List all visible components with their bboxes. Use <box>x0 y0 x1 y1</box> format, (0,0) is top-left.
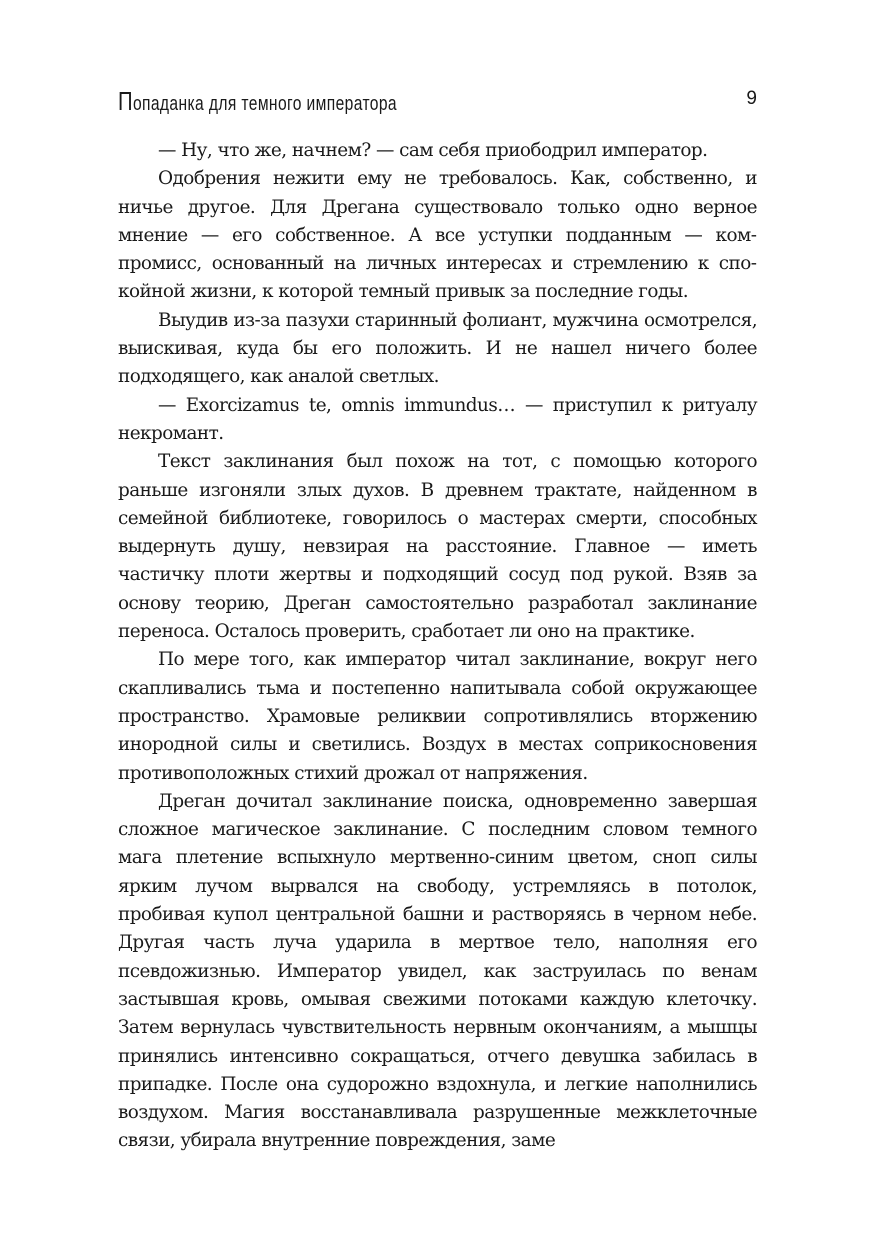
body-text <box>118 137 757 1156</box>
paragraph-6: По мере того, как император читал заклинание, вокруг него скапливались тьма и постепенно напитывала собой окружающее пространство. Храмовые реликвии сопротивлялись вторжению инородной силы и светились. Воздух в местах соприкосновения противоположных стихий дрожал от напряжения. <box>118 649 757 784</box>
paragraph-7: Дреган дочитал заклинание поиска, одновременно завершая сложное магическое заклинание. С последним словом темного мага плетение вспыхнуло мертвенно-синим цветом, сноп силы ярким лучом вырвался на свободу, устремляясь в потолок, пробивая купол центральной башни и растворяясь в черном небе. Другая часть луча ударила в мертвое тело, наполняя его псевдожизнью. Император увидел, как заструилась по венам застывшая кровь, омывая свежими потоками каждую клеточку. Затем вернулась чувствительность нервным окончаниям, а мышцы принялись интенсивно сокращаться, отчего девушка забилась в припадке. После она судорожно вздохнула, и легкие наполнились воздухом. Магия восстанавливала разрушенные межклеточные связи, убирала внутренние повреждения, заме <box>118 790 757 1152</box>
book-title: Попаданка для темного императора <box>118 86 398 116</box>
paragraph-1: — Ну, что же, начнем? — сам себя приободрил император. <box>158 140 708 161</box>
paragraph-2: Одобрения нежити ему не требовалось. Как, собственно, и ничье другое. Для Дрегана существовало только одно верное мнение — его собственное. А все уступки подданным — компромисс, основанный на личных интересах и стремлению к спокойной жизни, к которой темный привык за последние годы. <box>118 168 757 303</box>
paragraph-3: Выудив из-за пазухи старинный фолиант, мужчина осмотрелся, выискивая, куда бы его положить. И не нашел ничего более подходящего, как аналой светлых. <box>118 309 757 388</box>
running-head <box>118 86 757 116</box>
page-number: 9 <box>746 88 757 109</box>
paragraph-4: — Exorcizamus te, omnis immundus… — приступил к ритуалу некромант. <box>118 394 757 444</box>
paragraph-5: Текст заклинания был похож на тот, с помощью которого раньше изгоняли злых духов. В древнем трактате, найденном в семейной библиотеке, говорилось о мастерах смерти, способных выдернуть душу, невзирая на расстояние. Главное — иметь частичку плоти жертвы и подходящий сосуд под рукой. Взяв за основу теорию, Дреган самостоятельно разработал заклинание переноса. Осталось проверить, сработает ли оно на практике. <box>118 451 757 643</box>
